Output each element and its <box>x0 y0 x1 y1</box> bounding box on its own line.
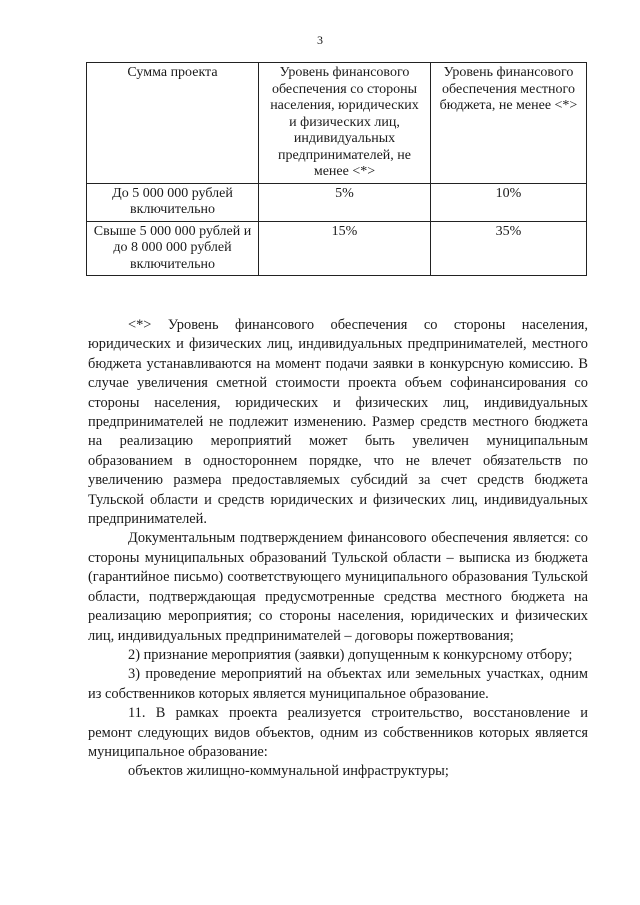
list-item: 2) признание мероприятия (заявки) допущенным к конкурсному отбору; <box>128 646 573 663</box>
table-cell: 35% <box>431 221 587 276</box>
table-cell: 10% <box>431 183 587 221</box>
list-item: 3) проведение мероприятий на объектах или земельных участках, одним из собственников которых является муниципальное образование. <box>88 666 588 702</box>
table-cell: До 5 000 000 рублей включительно <box>87 183 259 221</box>
list-item: объектов жилищно-коммунальной инфраструктуры; <box>128 763 449 780</box>
table-header-row <box>87 63 587 184</box>
page-number: 3 <box>317 33 323 47</box>
table-row <box>87 183 587 221</box>
column-header: Уровень финансового обеспечения местного бюджета, не менее <*> <box>431 63 587 184</box>
financing-table <box>86 62 587 276</box>
body-text <box>88 316 588 782</box>
column-header: Сумма проекта <box>87 63 259 184</box>
footnote-paragraph: <*> Уровень финансового обеспечения со стороны населения, юридических и физических лиц, индивидуальных предпринимателей, местного бюджета устанавливаются на момент подачи заявки в конкурсную комиссию. В случае увеличения сметной стоимости проекта объем софинансирования со стороны населения, юридических и физических лиц, индивидуальных предпринимателей не подлежит изменению. Размер средств местного бюджета на реализацию мероприятий может быть увеличен муниципальным образованием в одностороннем порядке, что не влечет обязательств по увеличению размера предоставляемых субсидий за счет средств бюджета Тульской области и средств юридических и физических лиц, индивидуальных предпринимателей. <box>88 317 588 528</box>
paragraph: Документальным подтверждением финансового обеспечения является: со стороны муниципальных образований Тульской области – выписка из бюджета (гарантийное письмо) соответствующего муниципального образования Тульской области, подтверждающая предусмотренные средства местного бюджета на реализацию мероприятия; со стороны населения, юридических и физических лиц, индивидуальных предпринимателей – договоры пожертвования; <box>88 530 588 644</box>
column-header: Уровень финансового обеспечения со стороны населения, юридических и физических лиц, индивидуальных предпринимателей, не менее <*> <box>259 63 431 184</box>
table-cell: 5% <box>259 183 431 221</box>
table-cell: 15% <box>259 221 431 276</box>
table-cell: Свыше 5 000 000 рублей и до 8 000 000 рублей включительно <box>87 221 259 276</box>
paragraph: 11. В рамках проекта реализуется строительство, восстановление и ремонт следующих видов объектов, одним из собственников которых является муниципальное образование: <box>88 705 588 760</box>
table-row <box>87 221 587 276</box>
